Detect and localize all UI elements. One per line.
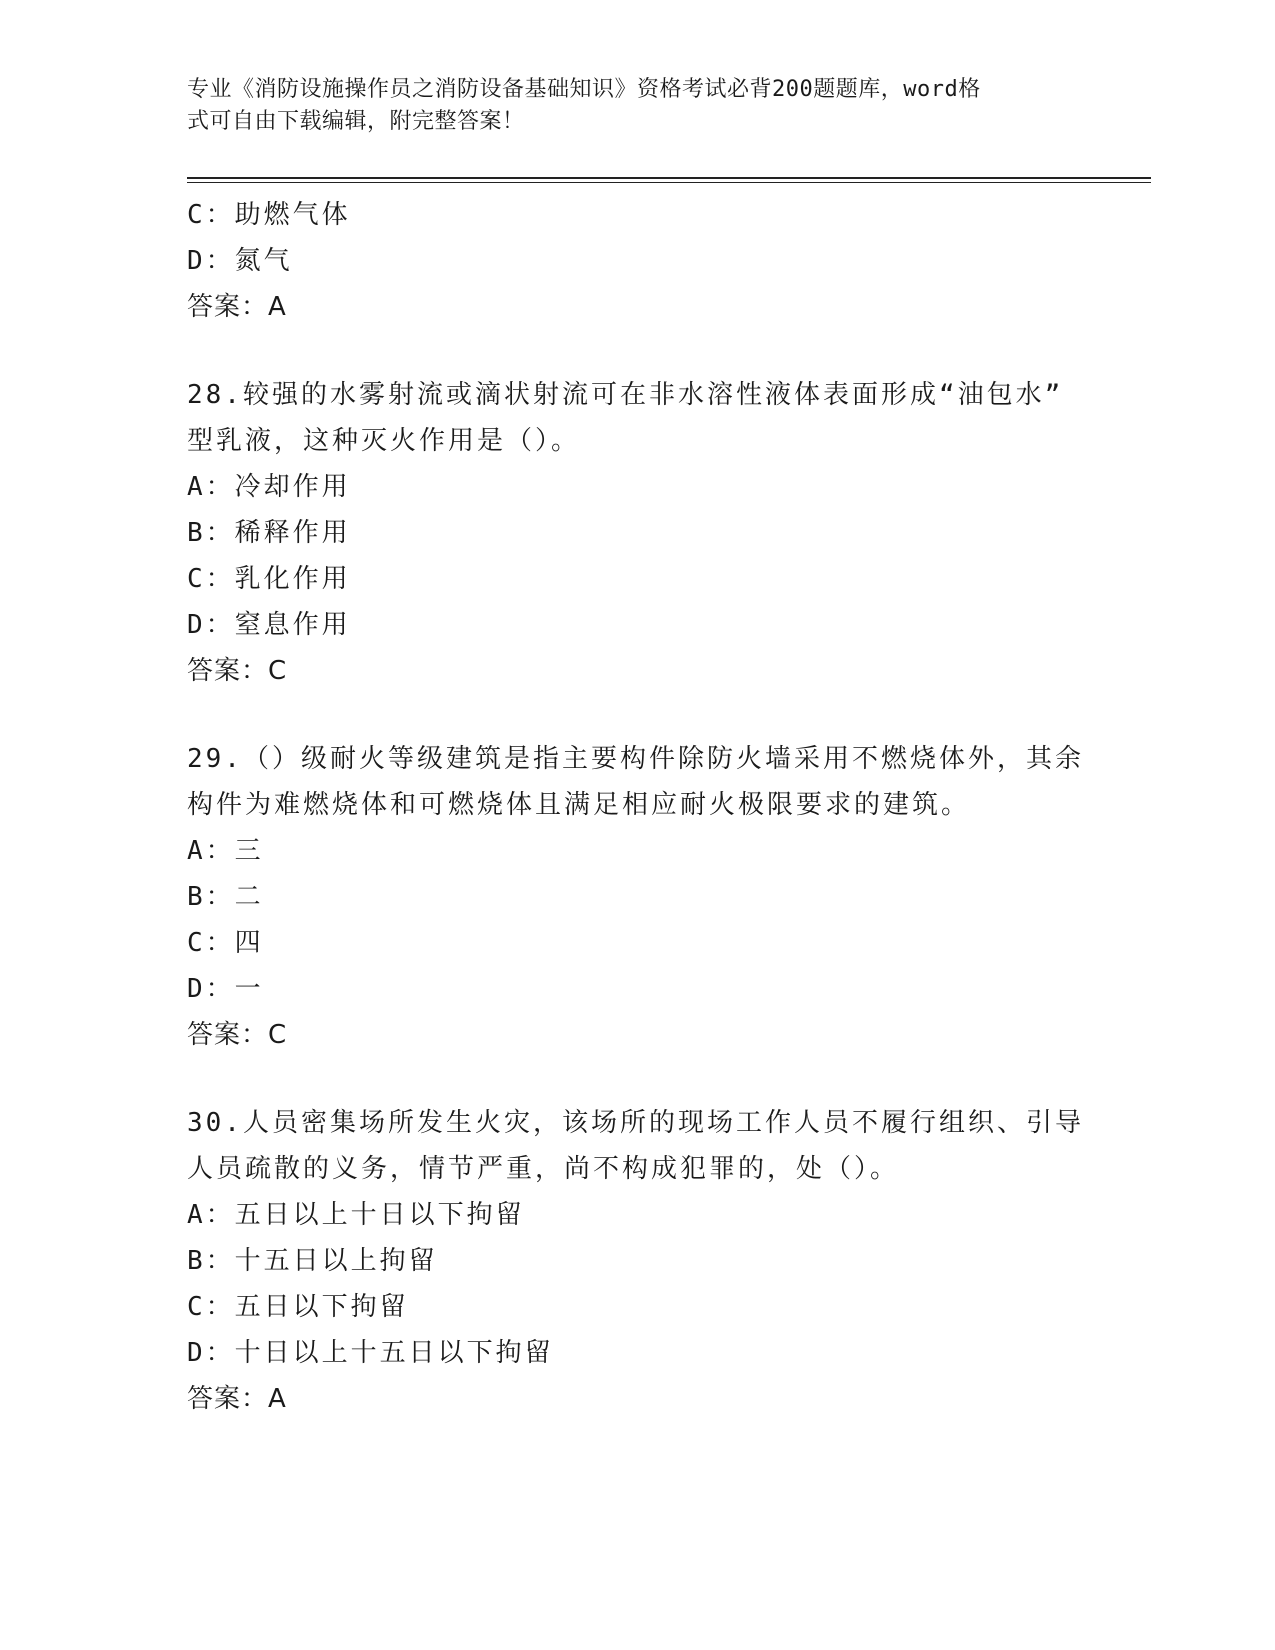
option-d: D：窒息作用 bbox=[187, 610, 351, 640]
question-stem: 29.（）级耐火等级建筑是指主要构件除防火墙采用不燃烧体外，其余 bbox=[187, 744, 1084, 774]
question-stem: 30.人员密集场所发生火灾，该场所的现场工作人员不履行组织、引导 bbox=[187, 1108, 1084, 1138]
question-28 bbox=[187, 372, 1087, 694]
option-c: C：五日以下拘留 bbox=[187, 1292, 409, 1322]
spacer bbox=[187, 1058, 1087, 1100]
option-b: B：稀释作用 bbox=[187, 518, 351, 548]
option-a: A：五日以上十日以下拘留 bbox=[187, 1200, 525, 1230]
answer-line: 答案：A bbox=[187, 1384, 287, 1414]
header-divider bbox=[187, 177, 1151, 183]
question-27-tail bbox=[187, 192, 1087, 330]
question-29 bbox=[187, 736, 1087, 1058]
option-c: C：乳化作用 bbox=[187, 564, 351, 594]
option-c: C：助燃气体 bbox=[187, 200, 351, 230]
spacer bbox=[187, 330, 1087, 372]
header-line-1: 专业《消防设施操作员之消防设备基础知识》资格考试必背200题题库，word格 bbox=[187, 77, 981, 102]
answer-line: 答案：C bbox=[187, 656, 288, 686]
question-stem: 构件为难燃烧体和可燃烧体且满足相应耐火极限要求的建筑。 bbox=[187, 790, 971, 820]
spacer bbox=[187, 694, 1087, 736]
question-30 bbox=[187, 1100, 1087, 1422]
option-d: D：氮气 bbox=[187, 246, 293, 276]
document-body bbox=[187, 192, 1087, 1422]
option-c: C：四 bbox=[187, 928, 264, 958]
answer-line: 答案：A bbox=[187, 292, 287, 322]
option-d: D：十日以上十五日以下拘留 bbox=[187, 1338, 554, 1368]
option-a: A：三 bbox=[187, 836, 264, 866]
header-line-2: 式可自由下载编辑，附完整答案！ bbox=[187, 109, 525, 134]
option-a: A：冷却作用 bbox=[187, 472, 351, 502]
option-d: D：一 bbox=[187, 974, 264, 1004]
answer-line: 答案：C bbox=[187, 1020, 288, 1050]
page-header bbox=[187, 74, 1067, 138]
question-stem: 型乳液，这种灭火作用是（）。 bbox=[187, 426, 581, 456]
question-stem: 28.较强的水雾射流或滴状射流可在非水溶性液体表面形成“油包水” bbox=[187, 380, 1064, 410]
question-stem: 人员疏散的义务，情节严重，尚不构成犯罪的，处（）。 bbox=[187, 1154, 900, 1184]
option-b: B：二 bbox=[187, 882, 264, 912]
option-b: B：十五日以上拘留 bbox=[187, 1246, 438, 1276]
